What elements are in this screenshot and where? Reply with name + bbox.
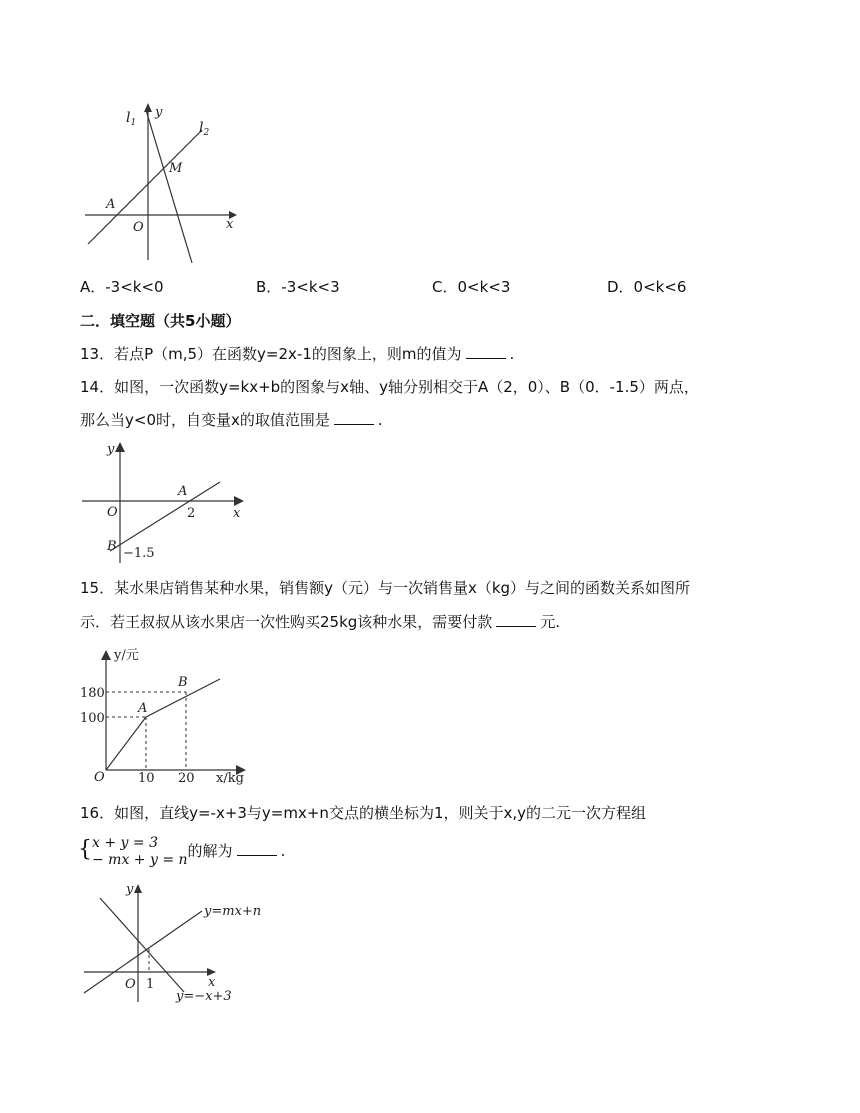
- q14-blank: [334, 410, 374, 425]
- q14-line2-body: 那么当y<0时，自变量x的取值范围是: [80, 411, 330, 429]
- q15-label-y: y/元: [114, 648, 139, 663]
- q14-label-x: x: [233, 506, 241, 521]
- q12-option-c: C．0<k<3: [432, 278, 511, 296]
- q14-tick-neg: −1.5: [123, 546, 155, 561]
- q16-end: .: [280, 842, 286, 860]
- q16-figure: [80, 880, 290, 1005]
- q14-figure: [80, 438, 260, 568]
- q15-tick-100: 100: [80, 711, 105, 726]
- q15-blank: [496, 612, 536, 627]
- q14-label-A: A: [178, 484, 188, 499]
- q13-blank: [466, 344, 506, 359]
- q14-end: .: [377, 411, 383, 429]
- q15-y-arrow: [101, 650, 111, 660]
- q12-option-b: B．-3<k<3: [256, 278, 340, 296]
- q14-label-y: y: [107, 442, 115, 457]
- q16-line1: 16．如图，直线y=-x+3与y=mx+n交点的横坐标为1，则关于x,y的二元一次方程组: [80, 804, 647, 822]
- q16-label-y: y: [126, 882, 134, 897]
- q12-option-a: A．-3<k<0: [80, 278, 164, 296]
- q16-line2-body: 的解为: [187, 842, 233, 860]
- q16-eq2: − mx + y = n: [92, 851, 188, 868]
- q12-label-A: A: [106, 197, 116, 212]
- q15-figure: [80, 645, 260, 785]
- q15-end: 元.: [540, 613, 561, 631]
- q12-option-d: D．0<k<6: [607, 278, 687, 296]
- q14-tick-2: 2: [187, 506, 196, 521]
- q13-text: [80, 344, 514, 364]
- q16-system: [92, 835, 188, 869]
- q16-tick-1: 1: [146, 977, 155, 992]
- q12-label-x: x: [226, 217, 234, 232]
- q15-label-O: O: [94, 770, 105, 785]
- q15-line1: 15．某水果店销售某种水果，销售额y（元）与一次销售量x（kg）与之间的函数关系如图所: [80, 579, 691, 597]
- q12-line-l2: [88, 130, 202, 244]
- q15-label-A: A: [138, 701, 148, 716]
- q14-line1: 14．如图，一次函数y=kx+b的图象与x轴、y轴分别相交于A（2，0）、B（0．-1.5）两点，: [80, 378, 699, 396]
- q12-y-arrow: [144, 103, 152, 112]
- q13-end: .: [509, 345, 515, 363]
- q15-line2-body: 示．若王叔叔从该水果店一次性购买25kg该种水果，需要付款: [80, 613, 493, 631]
- q16-line2: [78, 830, 285, 870]
- q16-blank: [237, 841, 277, 856]
- q16-line-neg-x: [100, 898, 184, 992]
- q12-label-y: y: [155, 105, 163, 120]
- q12-figure: [80, 98, 250, 268]
- q15-tick-10: 10: [138, 771, 155, 786]
- q14-x-arrow: [234, 496, 244, 506]
- q14-label-B: B: [107, 539, 117, 554]
- q15-line2: [80, 612, 560, 632]
- section-title: 二．填空题（共5小题）: [80, 312, 241, 330]
- q14-y-arrow: [115, 442, 125, 452]
- q13-body: 13．若点P（m,5）在函数y=2x-1的图象上，则m的值为: [80, 345, 462, 363]
- q15-label-B: B: [178, 675, 188, 690]
- q16-line-label-2: y=−x+3: [176, 989, 232, 1004]
- q16-line-label-1: y=mx+n: [204, 904, 262, 919]
- q16-label-O: O: [125, 977, 136, 992]
- q12-label-M: M: [169, 161, 183, 176]
- q16-label-x: x: [208, 975, 216, 990]
- q12-label-l2: $l_2$: [199, 120, 210, 138]
- q15-tick-180: 180: [80, 686, 105, 701]
- q14-label-O: O: [107, 505, 118, 520]
- q15-tick-20: 20: [178, 771, 195, 786]
- q16-brace: {: [78, 837, 92, 862]
- q15-label-x: x/kg: [216, 771, 244, 786]
- q15-graph: [106, 679, 220, 770]
- q14-line2: [80, 410, 383, 430]
- q16-line-mxn: [84, 911, 202, 993]
- q12-label-l1: $l_1$: [126, 110, 137, 128]
- q16-y-arrow: [134, 884, 142, 893]
- q12-label-O: O: [133, 220, 144, 235]
- q16-eq1: x + y = 3: [92, 834, 158, 851]
- q14-line: [110, 482, 220, 551]
- q12-line-l1: [146, 110, 192, 263]
